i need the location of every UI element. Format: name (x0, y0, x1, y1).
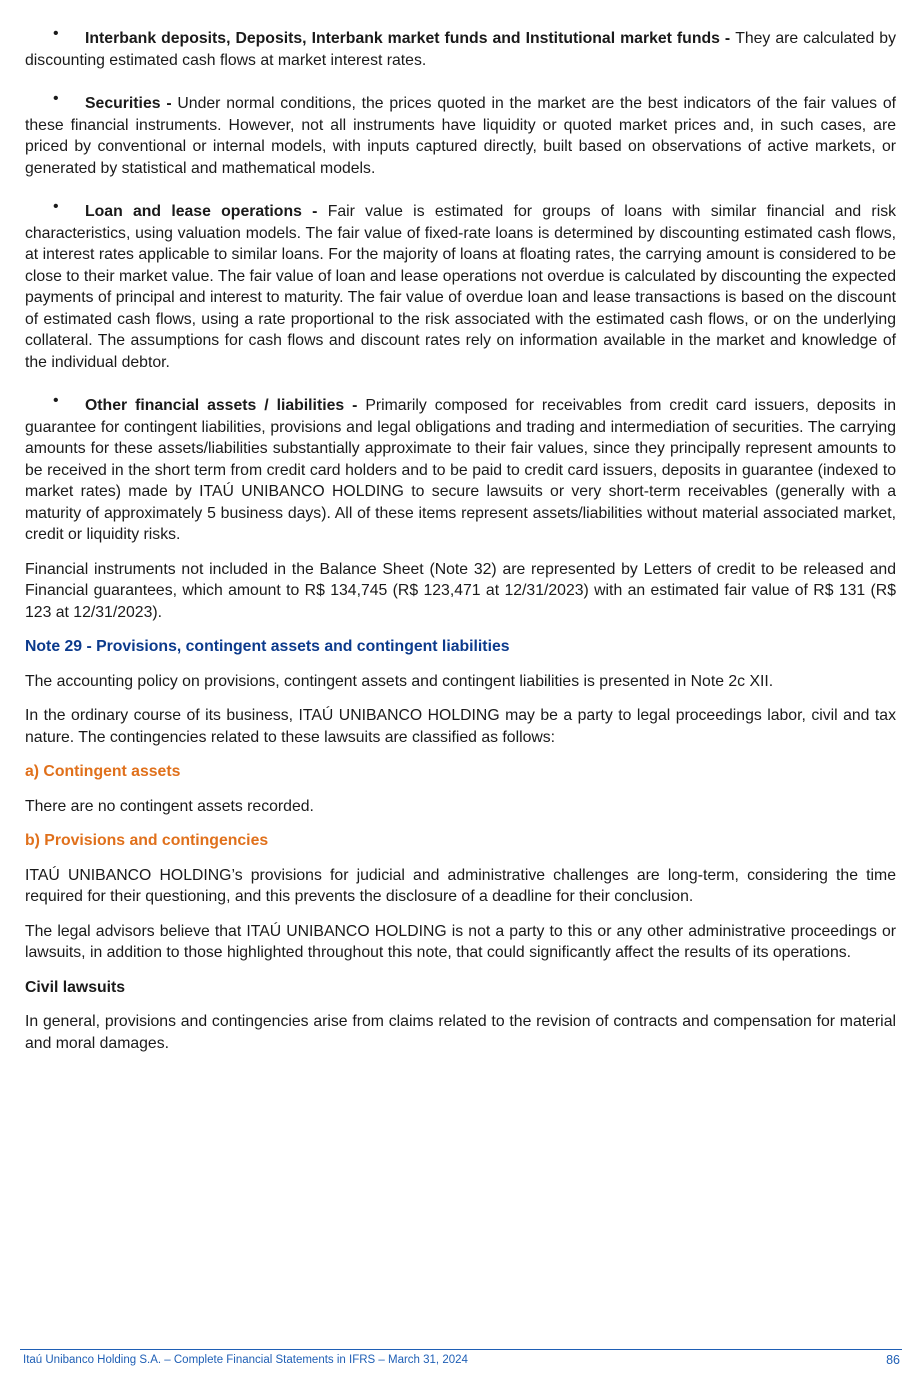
bullet-title: Interbank deposits, Deposits, Interbank market funds and Institutional market funds - (85, 30, 736, 47)
bullet-title: Securities - (85, 95, 178, 112)
bullet-dot: • (53, 25, 59, 42)
paragraph-accounting-policy: The accounting policy on provisions, contingent assets and contingent liabilities is presented in Note 2c XII. (25, 672, 774, 690)
footer-divider (20, 1349, 902, 1350)
bullet-title: Loan and lease operations - (85, 203, 328, 220)
bullet-text: Under normal conditions, the prices quoted in the market are the best indicators of the fair values of these financial instruments. However, not all instruments have liquidity or quoted market prices and, in such cases, are priced by conventional or internal models, with inputs captured directly, built based on observations of active markets, or generated by statistical and mathematical models. (25, 95, 896, 177)
document-page (25, 25, 896, 1067)
bullet-paragraph (25, 28, 896, 71)
page-number: 86 (886, 1353, 900, 1367)
bullet-text: Fair value is estimated for groups of loans with similar financial and risk characteristics, using valuation models. The fair value of fixed-rate loans is determined by discounting estimated cash flows, at interest rates applicable to similar loans. For the majority of loans at floating rates, the carrying amount is considered to be close to their market value. The fair value of loan and lease operations not overdue is calculated by discounting the expected payments of principal and interest to maturity. The fair value of overdue loan and lease transactions is based on the discount of estimated cash flows, using a rate proportional to the risk associated with the estimated cash flows, or on the underlying collateral. The assumptions for cash flows and discount rates rely on information available in the market and knowledge of the individual debtor. (25, 203, 896, 371)
heading-contingent-assets: a) Contingent assets (25, 763, 181, 780)
paragraph-ordinary-course: In the ordinary course of its business, ITAÚ UNIBANCO HOLDING may be a party to legal proceedings labor, civil and tax nature. The contingencies related to these lawsuits are classified as follows: (25, 707, 896, 746)
bullet-paragraph (25, 395, 896, 546)
bullet-paragraph (25, 93, 896, 179)
paragraph-civil-lawsuits: In general, provisions and contingencies arise from claims related to the revision of contracts and compensation for material and moral damages. (25, 1013, 896, 1052)
paragraph-provisions-1: ITAÚ UNIBANCO HOLDING’s provisions for judicial and administrative challenges are long-term, considering the time required for their questioning, and this prevents the disclosure of a deadline for their conclusion. (25, 866, 896, 905)
bullet-securities (25, 90, 896, 179)
heading-civil-lawsuits: Civil lawsuits (25, 978, 126, 996)
bullet-title: Other financial assets / liabilities - (85, 397, 366, 414)
bullet-paragraph (25, 201, 896, 373)
bullet-other-financial (25, 392, 896, 546)
note29-heading: Note 29 - Provisions, contingent assets and contingent liabilities (25, 638, 510, 655)
bullet-dot: • (53, 392, 59, 409)
bullet-text: Primarily composed for receivables from credit card issuers, deposits in guarantee for contingent liabilities, provisions and legal obligations and trading and intermediation of securities. The carrying amounts for these assets/liabilities substantially approximate to their fair values, since they principally represent amounts to be received in the short term from credit card holders and to be paid to credit card issuers, deposits in guarantee (indexed to market rates) made by ITAÚ UNIBANCO HOLDING to secure lawsuits or very short-term receivables (generally with a maturity of approximately 5 business days). All of these items represent assets/liabilities without material associated market, credit or liquidity risks. (25, 397, 896, 543)
paragraph-provisions-2: The legal advisors believe that ITAÚ UNIBANCO HOLDING is not a party to this or any other administrative proceedings or lawsuits, in addition to those highlighted throughout this note, that could significantly affect the results of its operations. (25, 922, 896, 961)
bullet-dot: • (53, 198, 59, 215)
bullet-text: They are calculated by discounting estimated cash flows at market interest rates. (25, 30, 896, 69)
bullet-loans (25, 198, 896, 373)
paragraph-off-balance: Financial instruments not included in the Balance Sheet (Note 32) are represented by Letters of credit to be released and Financial guarantees, which amount to R$ 134,745 (R$ 123,471 at 12/31/2023) with an estimated fair value of R$ 131 (R$ 123 at 12/31/2023). (25, 560, 896, 621)
heading-provisions: b) Provisions and contingencies (25, 832, 269, 849)
paragraph-contingent-assets: There are no contingent assets recorded. (25, 797, 314, 815)
bullet-dot: • (53, 90, 59, 107)
footer-caption: Itaú Unibanco Holding S.A. – Complete Financial Statements in IFRS – March 31, 2024 (23, 1354, 468, 1366)
bullet-interbank (25, 25, 896, 71)
